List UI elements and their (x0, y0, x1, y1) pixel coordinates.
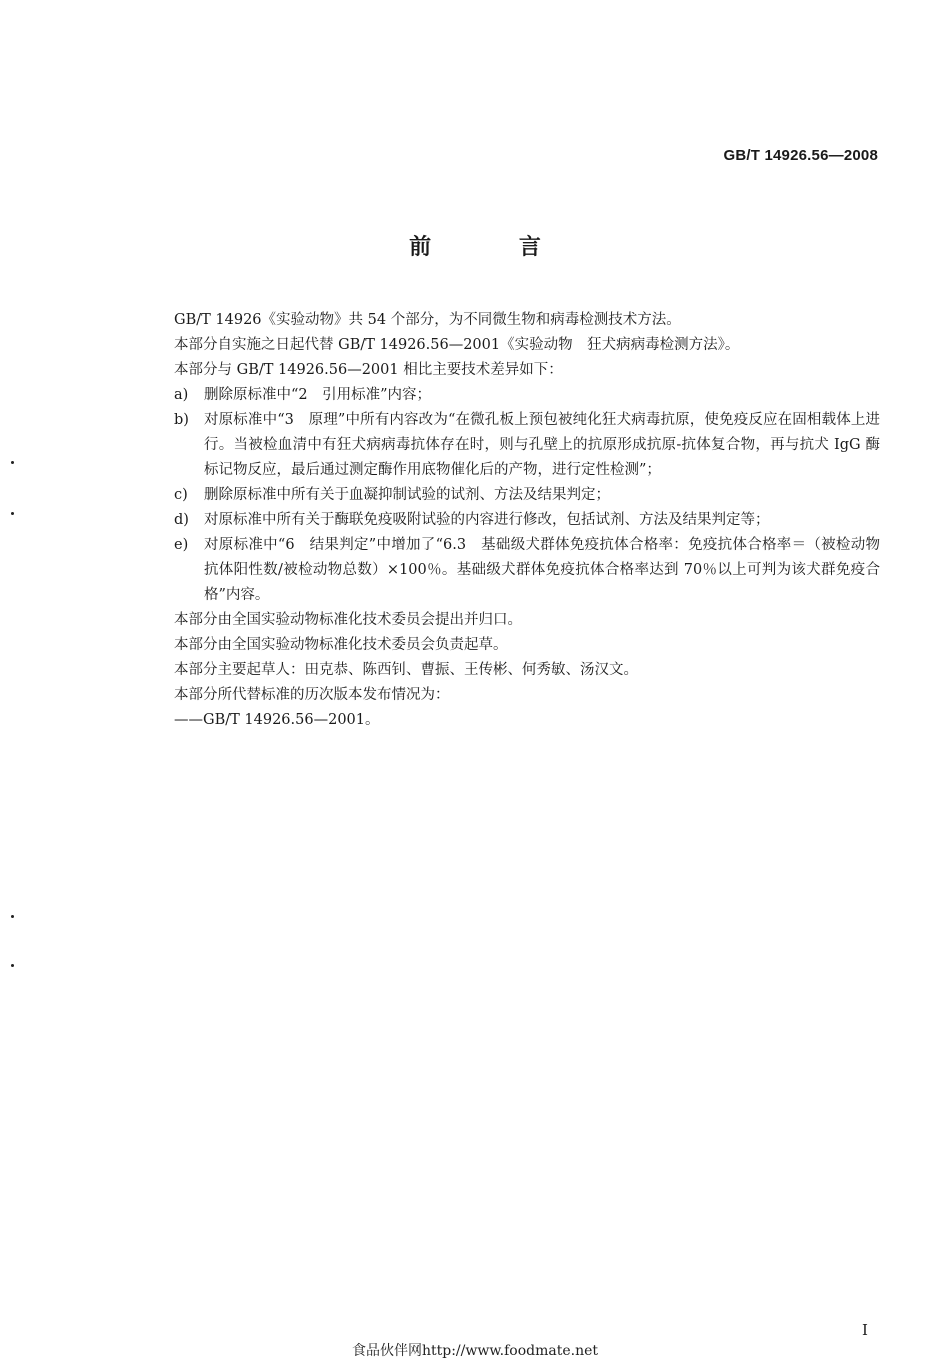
list-item (174, 533, 880, 608)
list-item (174, 408, 880, 483)
paragraph: 本部分由全国实验动物标准化技术委员会负责起草。 (174, 637, 508, 653)
binding-hole-mark (11, 461, 14, 464)
paragraph: 本部分与 GB/T 14926.56—2001 相比主要技术差异如下： (174, 362, 563, 378)
list-item-label: b) (174, 412, 189, 428)
list-item (174, 483, 880, 508)
paragraph: 本部分自实施之日起代替 GB/T 14926.56—2001《实验动物 狂犬病病毒检测方法》。 (174, 337, 740, 353)
standard-code: GB/T 14926.56—2008 (723, 147, 878, 164)
list-item-text: 删除原标准中所有关于血凝抑制试验的试剂、方法及结果判定； (204, 487, 610, 503)
list-item-text: 删除原标准中“2 引用标准”内容； (204, 387, 432, 403)
list-item-text: 对原标准中所有关于酶联免疫吸附试验的内容进行修改，包括试剂、方法及结果判定等； (204, 512, 770, 528)
list-item-label: e) (174, 537, 189, 553)
paragraph: ——GB/T 14926.56—2001。 (174, 712, 380, 728)
list-item (174, 508, 880, 533)
page-number: I (862, 1321, 868, 1339)
binding-hole-mark (11, 964, 14, 967)
footer-watermark: 食品伙伴网http://www.foodmate.net (351, 1343, 599, 1359)
list-item (174, 383, 880, 408)
binding-hole-mark (11, 915, 14, 918)
paragraph: 本部分由全国实验动物标准化技术委员会提出并归口。 (174, 612, 522, 628)
paragraph: GB/T 14926《实验动物》共 54 个部分，为不同微生物和病毒检测技术方法。 (174, 312, 681, 328)
list-item-label: a) (174, 387, 189, 403)
paragraph: 本部分所代替标准的历次版本发布情况为： (174, 687, 450, 703)
page-title: 前 言 (409, 234, 581, 260)
binding-hole-mark (11, 512, 14, 515)
list-item-text: 对原标准中“3 原理”中所有内容改为“在微孔板上预包被纯化狂犬病毒抗原，使免疫反应在固相载体上进行。当被检血清中有狂犬病病毒抗体存在时，则与孔壁上的抗原形成抗原-抗体复合物，再与抗犬 IgG 酶标记物反应，最后通过测定酶作用底物催化后的产物，进行定性检测”； (204, 412, 880, 478)
paragraph: 本部分主要起草人：田克恭、陈西钊、曹振、王传彬、何秀敏、汤汉文。 (174, 662, 638, 678)
list-item-text: 对原标准中“6 结果判定”中增加了“6.3 基础级犬群体免疫抗体合格率：免疫抗体合格率＝（被检动物抗体阳性数/被检动物总数）×100％。基础级犬群体免疫抗体合格率达到 70％以上可判为该犬群免疫合格”内容。 (204, 537, 880, 603)
list-item-label: d) (174, 512, 189, 528)
list-item-label: c) (174, 487, 188, 503)
foreword-body (174, 308, 880, 733)
